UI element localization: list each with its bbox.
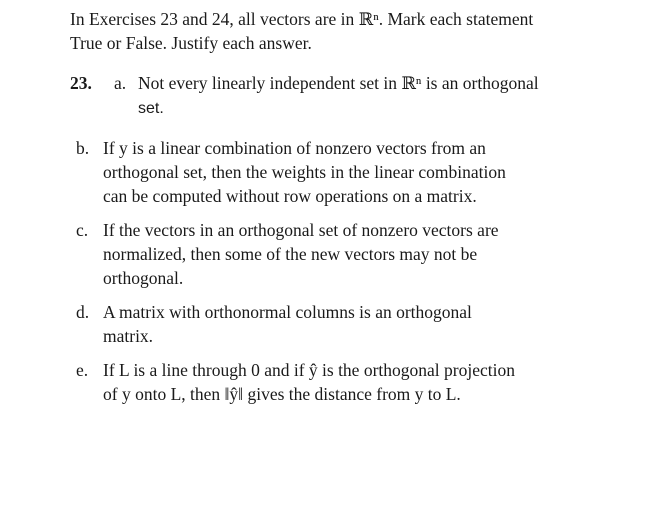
instructions-line-1: In Exercises 23 and 24, all vectors are in ℝⁿ. Mark each statement (70, 9, 534, 29)
item-b-line-3: can be computed without row operations on a matrix. (103, 186, 477, 206)
item-label-e: e. (76, 360, 89, 380)
item-label-c: c. (76, 220, 89, 240)
item-label-b: b. (76, 138, 90, 158)
item-b-line-1: If y is a linear combination of nonzero vectors from an (103, 138, 486, 158)
instructions-line-2: True or False. Justify each answer. (70, 33, 312, 53)
item-e-line-2: of y onto L, then ‖ŷ‖ gives the distance from y to L. (103, 384, 461, 404)
item-d-line-2: matrix. (103, 326, 154, 346)
item-label-a: a. (114, 73, 127, 93)
item-c-line-1: If the vectors in an orthogonal set of nonzero vectors are (103, 220, 499, 240)
exercise-instructions (70, 7, 630, 55)
item-a-line-2: set. (138, 100, 164, 117)
exercise-number: 23. (70, 73, 92, 93)
item-a-line-1: Not every linearly independent set in ℝⁿ is an orthogonal (138, 73, 539, 93)
item-label-d: d. (76, 302, 90, 322)
item-c-line-3: orthogonal. (103, 268, 184, 288)
item-e-line-1: If L is a line through 0 and if ŷ is the orthogonal projection (103, 360, 515, 380)
item-c-line-2: normalized, then some of the new vectors may not be (103, 244, 478, 264)
item-d-line-1: A matrix with orthonormal columns is an orthogonal (103, 302, 472, 322)
item-b-line-2: orthogonal set, then the weights in the linear combination (103, 162, 506, 182)
